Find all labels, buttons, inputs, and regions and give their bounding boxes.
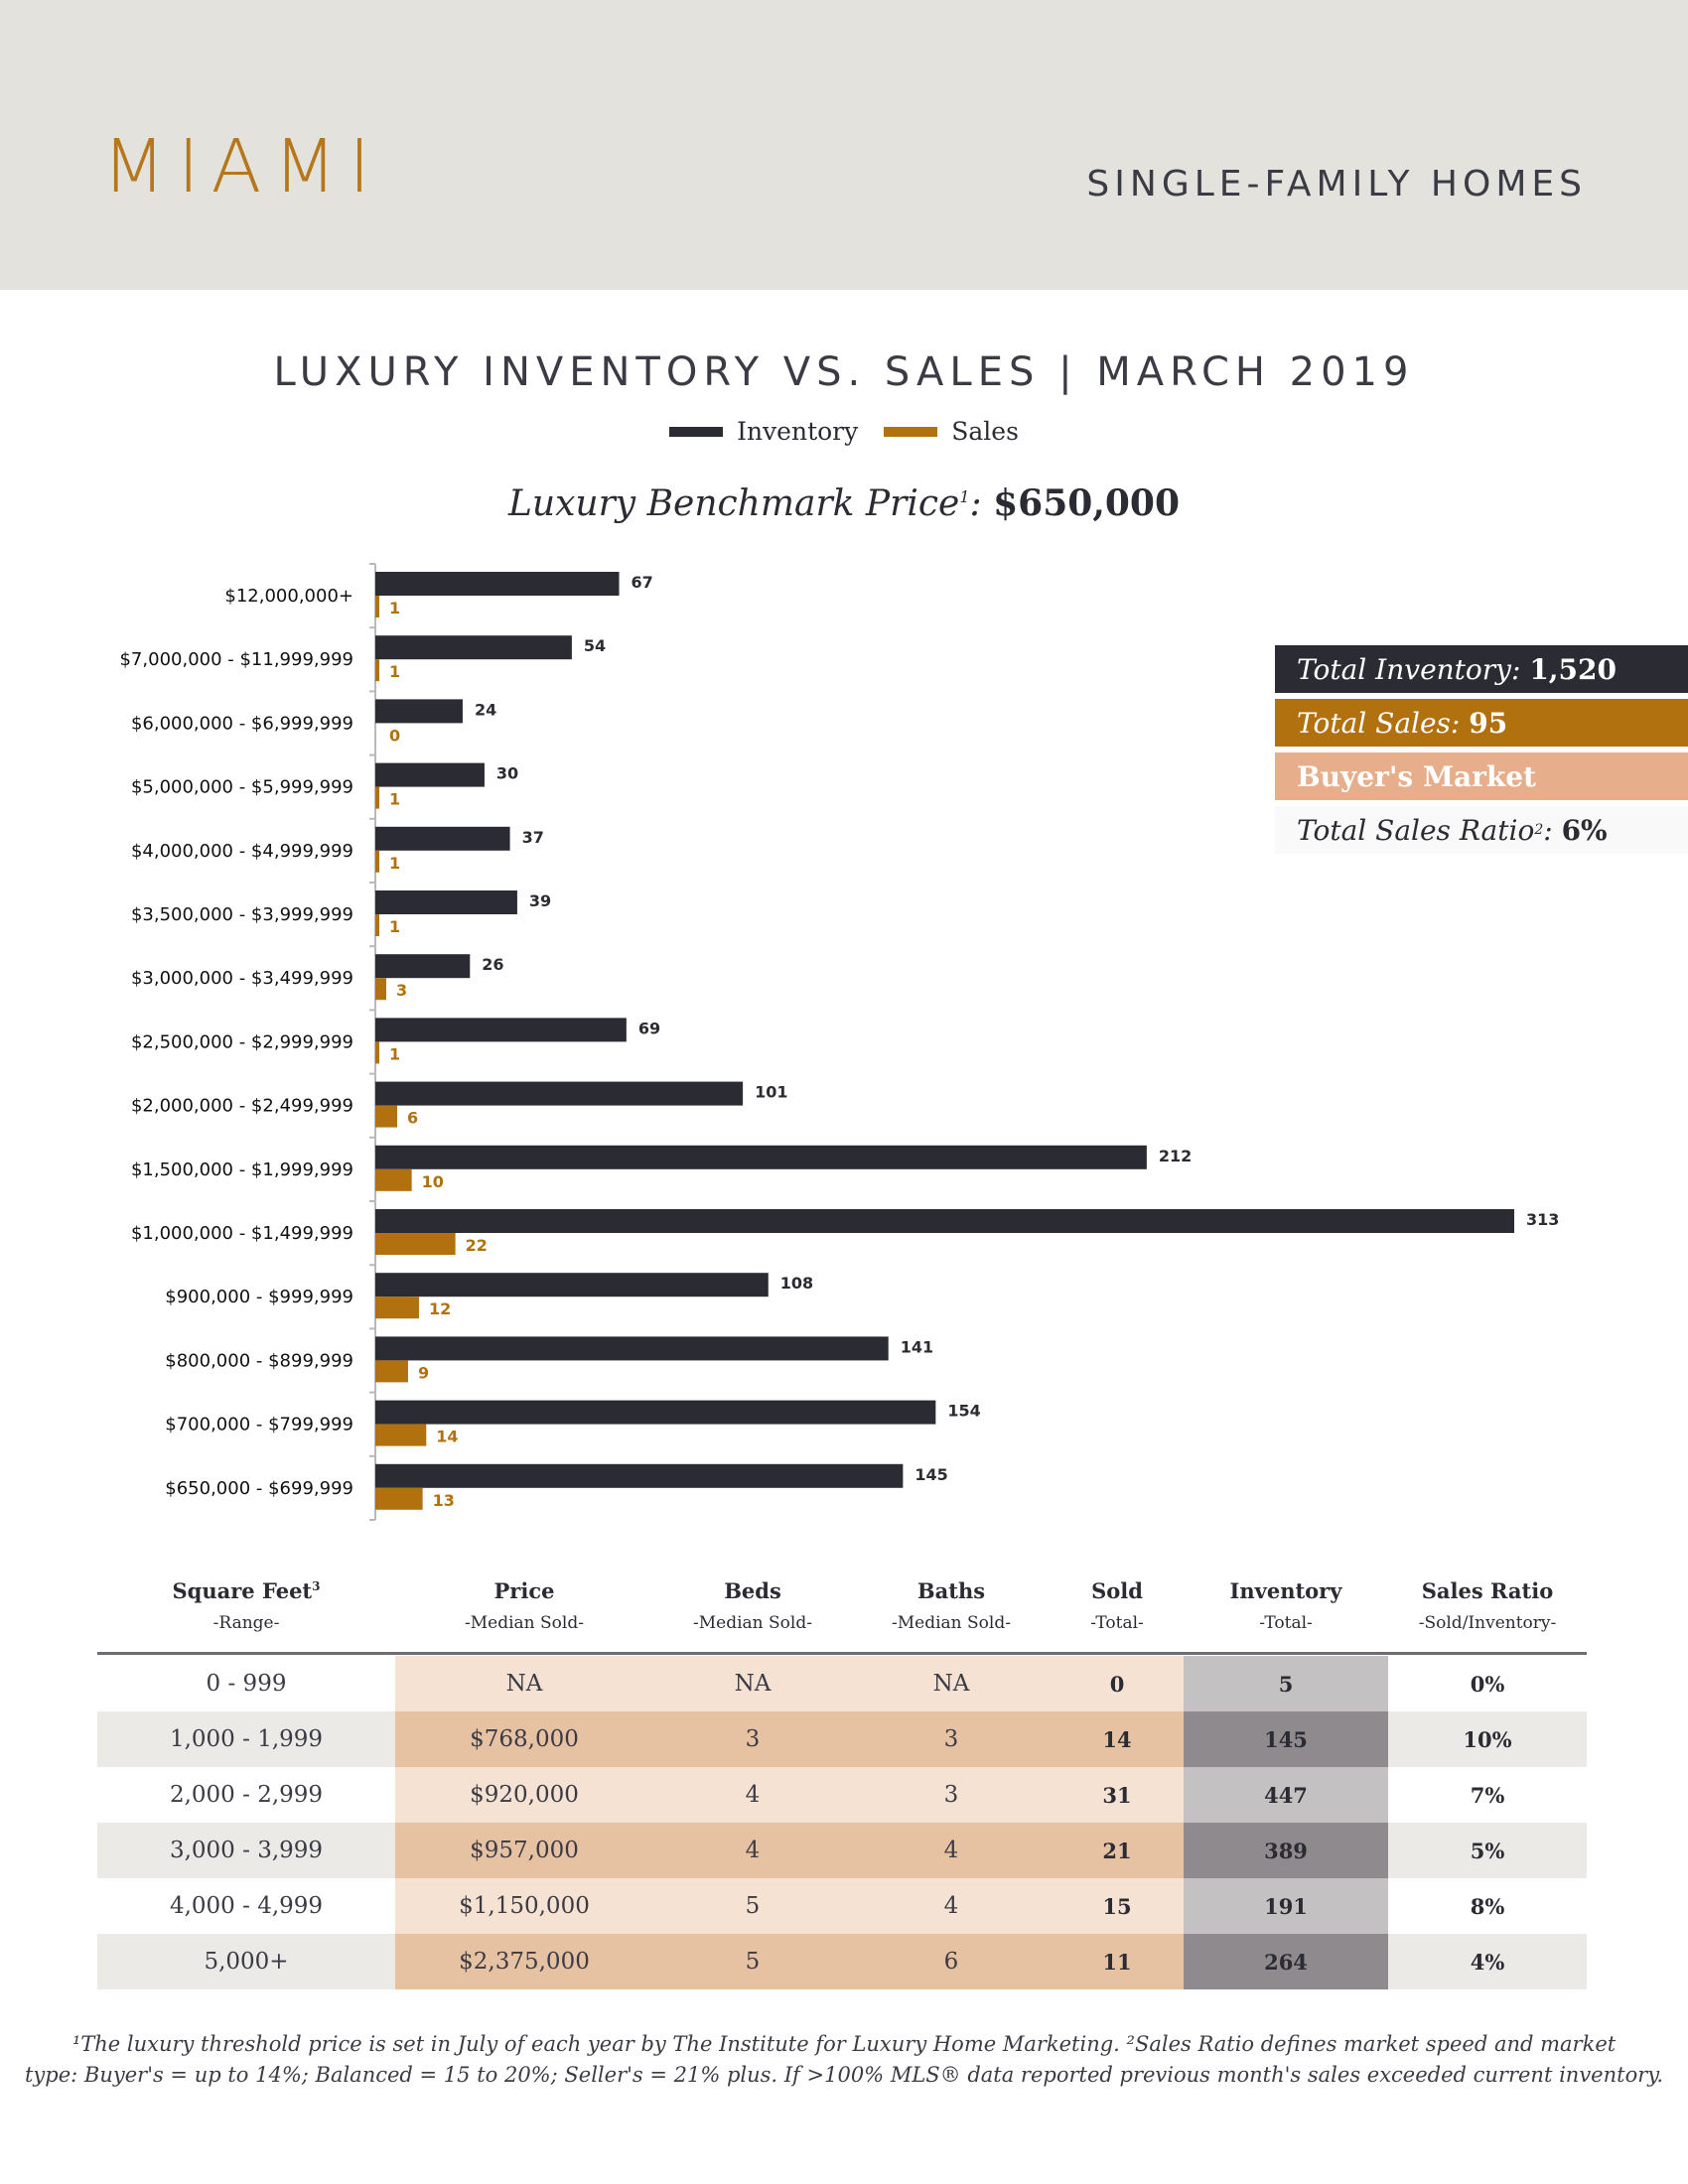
table-cell: 4 xyxy=(852,1823,1051,1878)
sales-bar xyxy=(375,1360,408,1382)
table-cell: 191 xyxy=(1184,1878,1388,1934)
sales-bar xyxy=(375,1041,379,1063)
sales-data-label: 1 xyxy=(389,853,401,873)
table-cell: 0 xyxy=(1051,1656,1184,1711)
inventory-data-label: 154 xyxy=(947,1401,981,1421)
table-row xyxy=(97,1823,1587,1878)
inventory-bar xyxy=(375,1082,743,1106)
category-label: $4,000,000 - $4,999,999 xyxy=(130,840,353,862)
inventory-data-label: 69 xyxy=(637,1019,661,1038)
inventory-data-label: 24 xyxy=(474,700,497,720)
table-cell: $768,000 xyxy=(395,1711,653,1767)
table-cell: 4% xyxy=(1470,1949,1505,1975)
category-label: $800,000 - $899,999 xyxy=(165,1350,353,1372)
footnote xyxy=(0,2029,1688,2091)
inventory-bar xyxy=(375,1146,1147,1169)
column-header-title xyxy=(127,1578,365,1603)
sales-ratio-footnote-mark: 2 xyxy=(1534,822,1544,838)
category-label: $3,000,000 - $3,499,999 xyxy=(130,968,353,990)
table-cell: 389 xyxy=(1184,1823,1388,1878)
inventory-data-label: 313 xyxy=(1526,1210,1560,1229)
sales-bar xyxy=(375,914,379,936)
column-header-subtitle: -Sold/Inventory- xyxy=(1418,1613,1557,1633)
table-cell: 3 xyxy=(852,1767,1051,1823)
table-cell: 264 xyxy=(1184,1934,1388,1989)
benchmark-value: $650,000 xyxy=(993,482,1180,524)
sales-data-label: 3 xyxy=(395,981,408,1001)
table-cell: 31 xyxy=(1051,1767,1184,1823)
sales-bar xyxy=(375,596,379,617)
inventory-bar xyxy=(375,763,485,787)
table-row xyxy=(97,1878,1587,1934)
header-band xyxy=(0,0,1688,290)
footnote-line-2: type: Buyer's = up to 14%; Balanced = 15 to 20%; Seller's = 21% plus. If >100% MLS® data reported previous month's sales exceeded current inventory. xyxy=(24,2063,1664,2087)
table-header xyxy=(97,1578,1587,1650)
sales-data-label: 1 xyxy=(389,789,401,809)
chart-title: LUXURY INVENTORY VS. SALES | MARCH 2019 xyxy=(273,349,1415,395)
sales-data-label: 1 xyxy=(389,917,401,936)
sales-ratio-value: 6% xyxy=(1561,813,1608,847)
table-cell: 5% xyxy=(1470,1838,1505,1863)
total-inventory-row xyxy=(1275,645,1688,693)
inventory-data-label: 37 xyxy=(521,827,544,847)
inventory-data-label: 26 xyxy=(482,955,504,975)
column-header-subtitle: -Total- xyxy=(1259,1613,1313,1633)
property-category: SINGLE-FAMILY HOMES xyxy=(1086,164,1587,205)
category-label: $2,000,000 - $2,499,999 xyxy=(130,1095,353,1117)
inventory-bar xyxy=(375,1464,903,1488)
column-header-title-text: Square Feet xyxy=(172,1578,313,1603)
table-cell: 5 xyxy=(1184,1656,1388,1711)
sales-bar xyxy=(375,659,379,681)
inventory-bar xyxy=(375,1273,769,1297)
table-cell: 0% xyxy=(1470,1671,1505,1697)
column-header xyxy=(127,1578,365,1633)
sales-bar xyxy=(375,787,379,809)
category-label: $700,000 - $799,999 xyxy=(165,1414,353,1435)
table-cell: 4 xyxy=(852,1878,1051,1934)
table-cell: NA xyxy=(852,1656,1051,1711)
footnote-line-1: ¹The luxury threshold price is set in July of each year by The Institute for Luxury Home Marketing. ²Sales Ratio defines market speed and market xyxy=(71,2032,1617,2056)
benchmark-label: Luxury Benchmark Price xyxy=(508,483,960,524)
table-cell: 2,000 - 2,999 xyxy=(169,1782,324,1808)
inventory-bar xyxy=(375,699,463,723)
sales-ratio-separator: : xyxy=(1543,813,1553,847)
sales-data-label: 12 xyxy=(428,1299,452,1319)
sales-data-label: 0 xyxy=(389,726,401,746)
inventory-data-label: 145 xyxy=(914,1464,948,1484)
city-title: MIAMI xyxy=(102,124,382,209)
sales-ratio-label: Total Sales Ratio xyxy=(1297,813,1535,847)
table-row xyxy=(97,1711,1587,1767)
total-sales-value: 95 xyxy=(1469,706,1508,740)
inventory-bar xyxy=(375,1336,889,1360)
category-label: $1,500,000 - $1,999,999 xyxy=(130,1159,353,1180)
table-cell: 6 xyxy=(852,1934,1051,1989)
column-header-title-text: Baths xyxy=(916,1578,986,1603)
legend-swatch-inventory xyxy=(669,427,723,437)
table-cell: 145 xyxy=(1184,1711,1388,1767)
total-sales-row xyxy=(1275,699,1688,747)
category-label: $5,000,000 - $5,999,999 xyxy=(130,776,353,798)
inventory-data-label: 141 xyxy=(900,1337,934,1357)
total-inventory-value: 1,520 xyxy=(1529,652,1618,686)
column-header-title-text: Price xyxy=(493,1578,555,1603)
total-sales-ratio-row xyxy=(1275,806,1688,854)
inventory-bar xyxy=(375,1018,627,1041)
category-label: $12,000,000+ xyxy=(224,586,353,607)
total-sales-label: Total Sales: xyxy=(1297,706,1461,740)
inventory-bar xyxy=(375,635,572,659)
inventory-data-label: 101 xyxy=(755,1082,788,1102)
table-cell: 4 xyxy=(653,1823,852,1878)
category-label: $7,000,000 - $11,999,999 xyxy=(119,649,353,671)
sales-bar xyxy=(375,851,379,873)
inventory-bar xyxy=(375,827,510,851)
inventory-bar xyxy=(375,954,470,978)
category-label: $2,500,000 - $2,999,999 xyxy=(130,1031,353,1053)
summary-panel xyxy=(1275,645,1688,860)
legend-label-inventory: Inventory xyxy=(737,417,859,446)
table-cell: 4 xyxy=(653,1767,852,1823)
sales-data-label: 22 xyxy=(465,1236,488,1255)
column-header xyxy=(405,1578,643,1633)
table-cell: 10% xyxy=(1463,1726,1512,1752)
table-row xyxy=(97,1656,1587,1711)
column-header-subtitle: -Median Sold- xyxy=(465,1613,584,1633)
column-header-subtitle: -Range- xyxy=(212,1613,280,1633)
table-cell: $2,375,000 xyxy=(395,1934,653,1989)
table-row xyxy=(97,1934,1587,1989)
table-cell: NA xyxy=(395,1656,653,1711)
benchmark-price xyxy=(0,482,1688,524)
table-cell: 3,000 - 3,999 xyxy=(169,1838,324,1863)
inventory-data-label: 54 xyxy=(583,636,607,656)
sales-data-label: 13 xyxy=(432,1490,455,1510)
inventory-bar xyxy=(375,890,517,914)
inventory-data-label: 39 xyxy=(528,891,552,910)
total-inventory-label: Total Inventory: xyxy=(1297,652,1521,686)
table-cell: 15 xyxy=(1051,1878,1184,1934)
column-header-title xyxy=(1368,1578,1607,1603)
sales-data-label: 1 xyxy=(389,1044,401,1064)
table-cell: 5 xyxy=(653,1934,852,1989)
category-label: $1,000,000 - $1,499,999 xyxy=(130,1223,353,1244)
table-cell: 5,000+ xyxy=(204,1949,289,1975)
benchmark-footnote-mark: 1 xyxy=(959,487,970,506)
sales-data-label: 10 xyxy=(421,1171,444,1191)
legend-swatch-sales xyxy=(884,427,937,437)
inventory-data-label: 108 xyxy=(779,1274,814,1294)
inventory-data-label: 212 xyxy=(1158,1146,1193,1165)
category-label: $6,000,000 - $6,999,999 xyxy=(130,713,353,735)
chart-legend xyxy=(0,417,1688,446)
sales-bar xyxy=(375,1488,423,1510)
column-header-footnote-mark: 3 xyxy=(312,1579,321,1593)
sales-bar xyxy=(375,1106,397,1128)
column-header-title-text: Inventory xyxy=(1229,1578,1342,1603)
table-body xyxy=(97,1656,1587,1989)
table-cell: 1,000 - 1,999 xyxy=(169,1726,324,1752)
legend-item-sales xyxy=(884,417,1019,446)
table-cell: NA xyxy=(653,1656,852,1711)
legend-item-inventory xyxy=(669,417,858,446)
table-cell: 3 xyxy=(852,1711,1051,1767)
column-header xyxy=(1368,1578,1607,1633)
table-cell: 0 - 999 xyxy=(206,1671,287,1697)
benchmark-separator: : xyxy=(969,483,982,524)
category-label: $3,500,000 - $3,999,999 xyxy=(130,904,353,925)
sales-data-label: 9 xyxy=(417,1363,430,1383)
table-cell: 3 xyxy=(653,1711,852,1767)
category-label: $900,000 - $999,999 xyxy=(165,1287,353,1308)
table-header-divider xyxy=(97,1652,1587,1655)
sales-data-label: 6 xyxy=(406,1108,419,1128)
inventory-data-label: 30 xyxy=(495,763,519,783)
column-header-subtitle: -Median Sold- xyxy=(693,1613,812,1633)
category-label: $650,000 - $699,999 xyxy=(165,1477,353,1499)
inventory-bar xyxy=(375,572,620,596)
table-cell: 7% xyxy=(1470,1782,1505,1808)
square-feet-table xyxy=(97,1578,1587,1975)
sales-bar xyxy=(375,1233,456,1255)
table-cell: 447 xyxy=(1184,1767,1388,1823)
sales-data-label: 1 xyxy=(389,662,401,682)
column-header-title xyxy=(405,1578,643,1603)
sales-data-label: 1 xyxy=(389,599,401,617)
inventory-data-label: 67 xyxy=(631,573,653,592)
table-cell: 21 xyxy=(1051,1823,1184,1878)
sales-bar xyxy=(375,1297,419,1318)
table-cell: 11 xyxy=(1051,1934,1184,1989)
inventory-bar xyxy=(375,1401,935,1425)
sales-bar xyxy=(375,1169,412,1191)
inventory-bar xyxy=(375,1209,1514,1233)
table-cell: $920,000 xyxy=(395,1767,653,1823)
table-cell: $957,000 xyxy=(395,1823,653,1878)
column-header-title-text: Sold xyxy=(1091,1578,1143,1603)
sales-bar xyxy=(375,978,386,1000)
column-header-title-text: Beds xyxy=(724,1578,781,1603)
table-row xyxy=(97,1767,1587,1823)
legend-label-sales: Sales xyxy=(951,417,1019,446)
table-cell: $1,150,000 xyxy=(395,1878,653,1934)
column-header-subtitle: -Total- xyxy=(1090,1613,1144,1633)
column-header-title-text: Sales Ratio xyxy=(1421,1578,1554,1603)
table-cell: 4,000 - 4,999 xyxy=(169,1893,324,1919)
market-type-badge: Buyer's Market xyxy=(1275,752,1688,800)
table-cell: 14 xyxy=(1051,1711,1184,1767)
table-cell: 5 xyxy=(653,1878,852,1934)
sales-data-label: 14 xyxy=(436,1427,459,1446)
column-header-subtitle: -Median Sold- xyxy=(892,1613,1011,1633)
sales-bar xyxy=(375,1425,426,1446)
table-cell: 8% xyxy=(1470,1893,1505,1919)
